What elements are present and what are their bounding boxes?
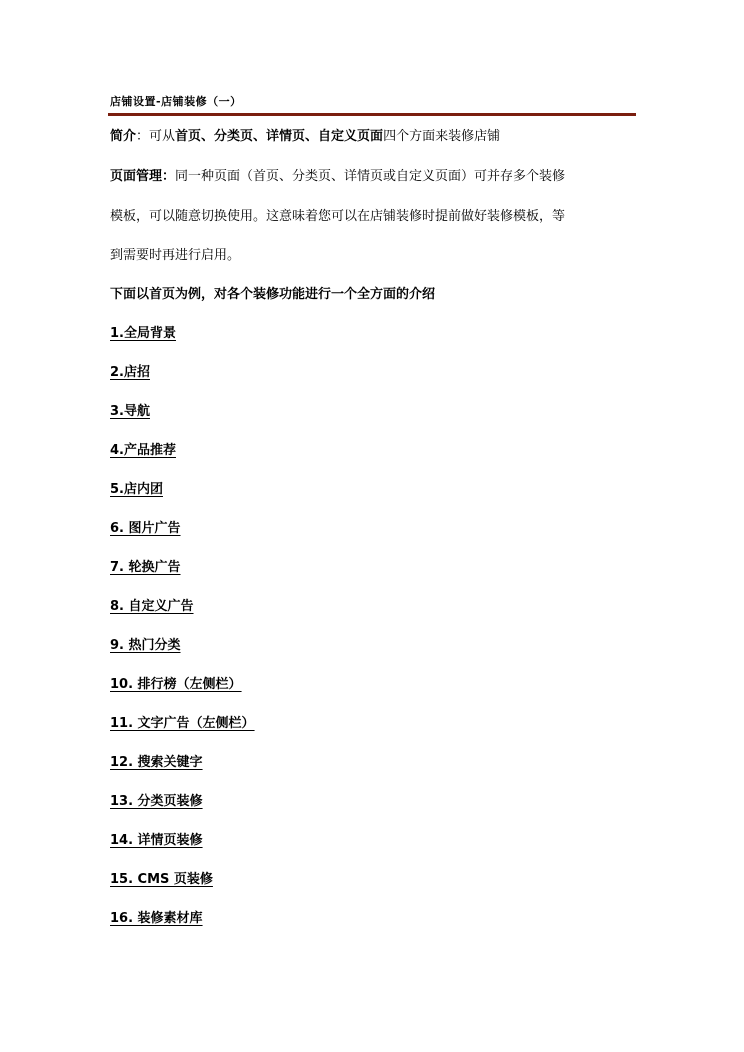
toc-link-text-ad[interactable]: 11. 文字广告（左侧栏）: [110, 716, 255, 731]
intro-page-types: 首页、分类页、详情页、自定义页面: [175, 129, 384, 144]
toc-link-global-background[interactable]: 1.全局背景: [110, 326, 176, 341]
page-management-text-1: 同一种页面（首页、分类页、详情页或自定义页面）可并存多个装修: [175, 169, 566, 184]
intro-colon: ：: [136, 129, 150, 144]
page-management-line-3: 到需要时再进行启用。: [110, 248, 241, 263]
page-management-label: 页面管理：: [110, 169, 176, 184]
toc-link-image-ad[interactable]: 6. 图片广告: [110, 521, 181, 536]
toc-link-store-sign[interactable]: 2.店招: [110, 365, 150, 380]
intro-suffix: 四个方面来装修店铺: [383, 129, 501, 144]
toc-link-category-page[interactable]: 13. 分类页装修: [110, 794, 203, 809]
header-divider: [108, 113, 636, 116]
page-management-line-1: [110, 165, 565, 184]
intro-paragraph: [110, 125, 500, 144]
toc-link-ranking[interactable]: 10. 排行榜（左侧栏）: [110, 677, 242, 692]
overview-heading-text: 下面以首页为例，对各个装修功能进行一个全方面的介绍: [110, 287, 436, 302]
toc-link-carousel-ad[interactable]: 7. 轮换广告: [110, 560, 181, 575]
toc-link-product-recommend[interactable]: 4.产品推荐: [110, 443, 176, 458]
toc-link-search-keywords[interactable]: 12. 搜索关键字: [110, 755, 203, 770]
toc-link-in-store-group[interactable]: 5.店内团: [110, 482, 163, 497]
toc-link-cms-page[interactable]: 15. CMS 页装修: [110, 872, 213, 887]
intro-label: 简介: [110, 129, 137, 144]
toc-link-material-library[interactable]: 16. 装修素材库: [110, 911, 203, 926]
document-header-title: 店铺设置-店铺装修（一）: [110, 95, 242, 108]
intro-prefix: 可从: [149, 129, 176, 144]
page-management-line-2: 模板，可以随意切换使用。这意味着您可以在店铺装修时提前做好装修模板，等: [110, 209, 566, 224]
toc-link-hot-categories[interactable]: 9. 热门分类: [110, 638, 181, 653]
overview-heading: [110, 283, 435, 302]
toc-link-custom-ad[interactable]: 8. 自定义广告: [110, 599, 194, 614]
toc-link-navigation[interactable]: 3.导航: [110, 404, 150, 419]
toc-link-detail-page[interactable]: 14. 详情页装修: [110, 833, 203, 848]
